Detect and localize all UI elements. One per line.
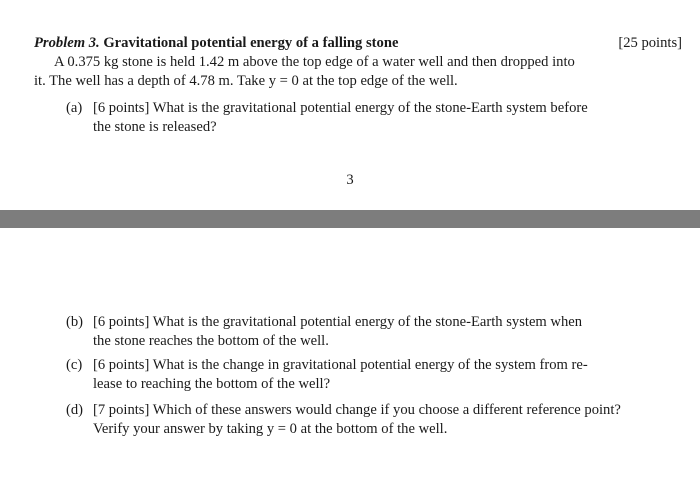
problem-label: Problem 3. [34, 35, 100, 51]
intro-line: A 0.375 kg stone is held 1.42 m above the top edge of a water well and then dropped into [54, 54, 575, 70]
intro-line: it. The well has a depth of 4.78 m. Take y = 0 at the top edge of the well. [34, 73, 458, 89]
question-d [66, 401, 686, 439]
question-line: [6 points] What is the change in gravitational potential energy of the system from re- [93, 357, 588, 373]
question-marker: (a) [66, 100, 83, 116]
problem-heading [34, 34, 682, 53]
problem-title-text: Gravitational potential energy of a falling stone [103, 35, 399, 51]
page-bottom [0, 228, 700, 502]
question-line: lease to reaching the bottom of the well? [93, 376, 331, 392]
problem-points: [25 points] [618, 35, 682, 51]
question-line: the stone reaches the bottom of the well. [93, 333, 329, 349]
question-line: [6 points] What is the gravitational potential energy of the stone-Earth system before [93, 100, 588, 116]
question-line: [6 points] What is the gravitational potential energy of the stone-Earth system when [93, 314, 583, 330]
question-b [66, 313, 686, 351]
question-a [66, 99, 686, 137]
problem-title [34, 34, 398, 53]
question-c [66, 356, 686, 394]
question-line: Verify your answer by taking y = 0 at the bottom of the well. [93, 421, 448, 437]
question-line: [7 points] Which of these answers would change if you choose a different reference point? [93, 402, 621, 418]
question-marker: (c) [66, 357, 83, 373]
question-line: the stone is released? [93, 119, 217, 135]
question-marker: (b) [66, 314, 84, 330]
page-top [0, 0, 700, 210]
question-marker: (d) [66, 402, 84, 418]
page-divider [0, 210, 700, 228]
page-number: 3 [346, 172, 354, 188]
problem-intro [34, 53, 684, 91]
